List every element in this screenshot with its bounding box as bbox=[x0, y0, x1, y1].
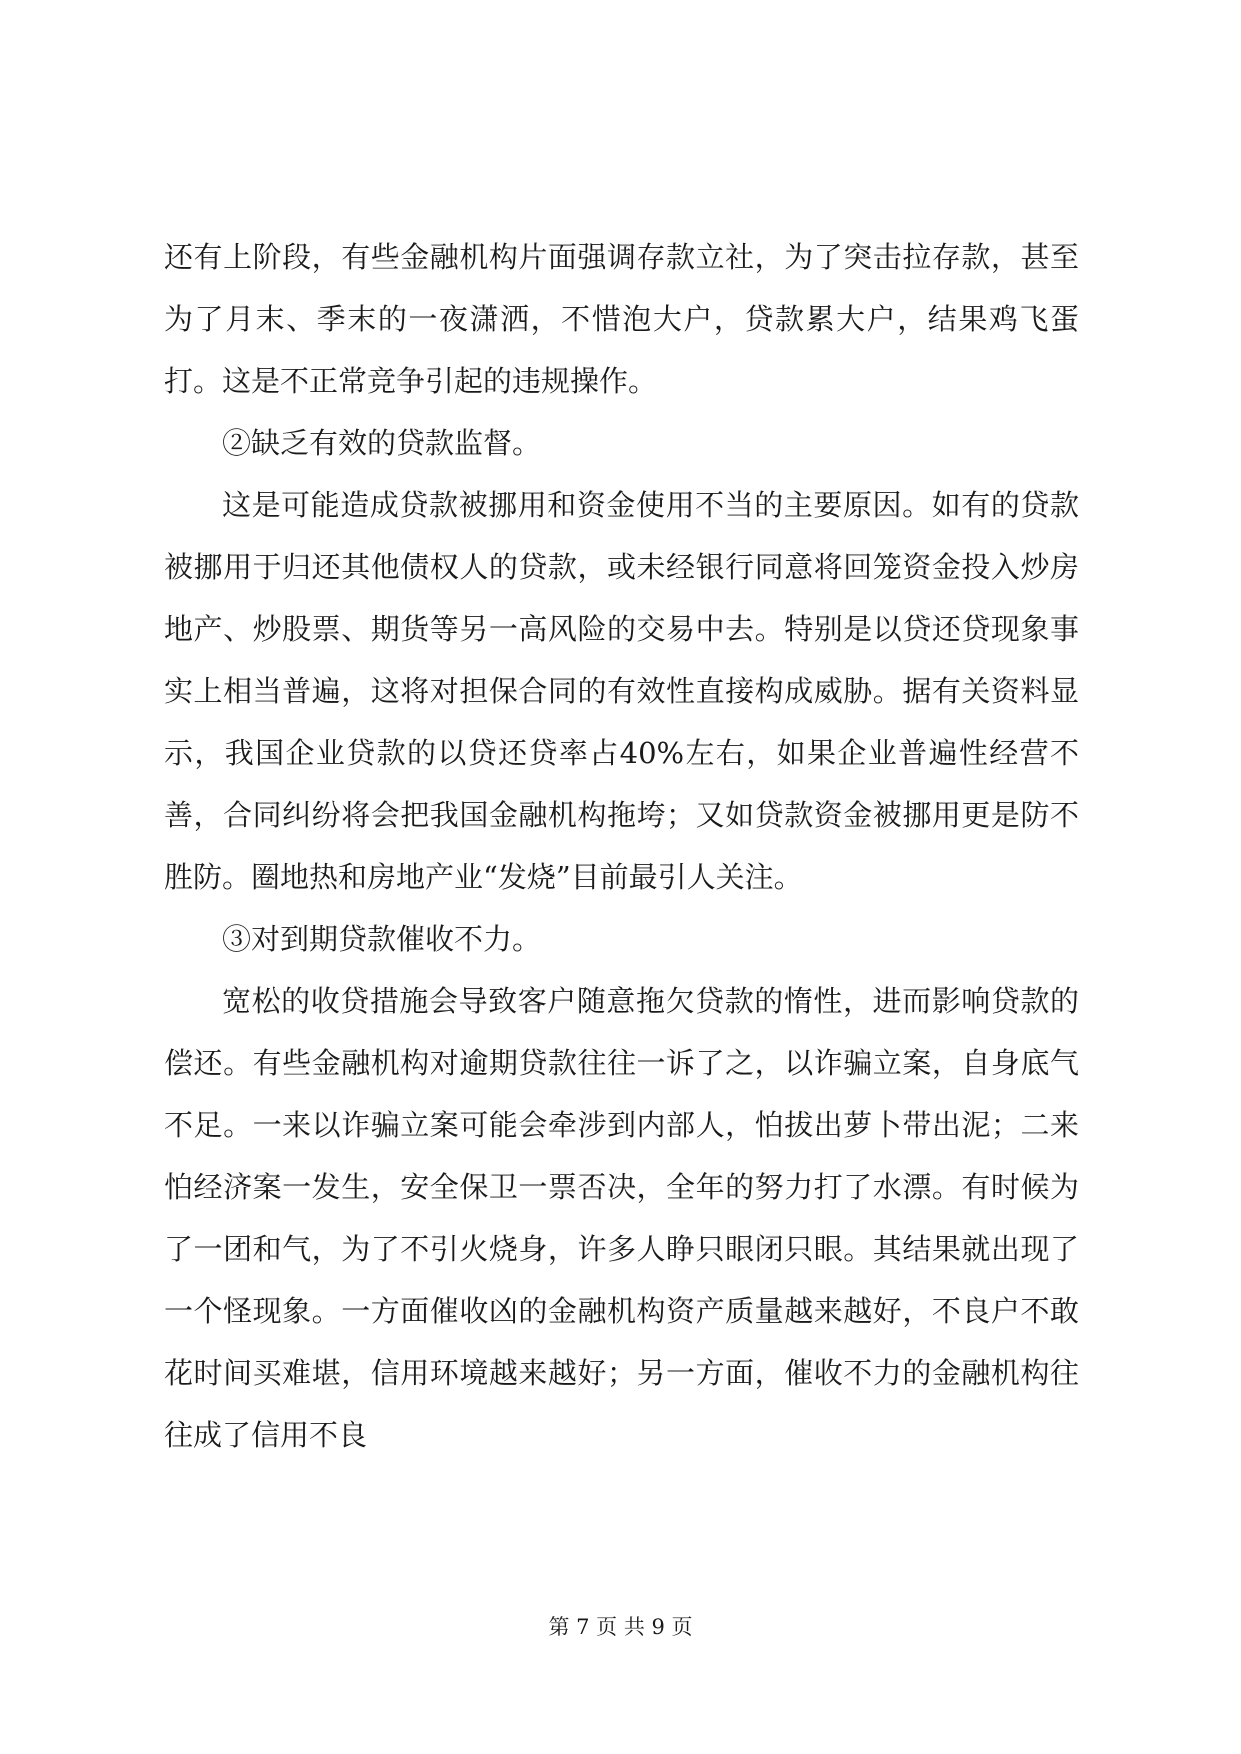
paragraph-collection-measures: 宽松的收贷措施会导致客户随意拖欠贷款的惰性，进而影响贷款的偿还。有些金融机构对逾期贷款往往一诉了之，以诈骗立案，自身底气不足。一来以诈骗立案可能会牵涉到内部人，怕拔出萝卜带出泥；二来怕经济案一发生，安全保卫一票否决，全年的努力打了水漂。有时候为了一团和气，为了不引火烧身，许多人睁只眼闭只眼。其结果就出现了一个怪现象。一方面催收凶的金融机构资产质量越来越好，不良户不敢花时间买难堪，信用环境越来越好；另一方面，催收不力的金融机构往往成了信用不良 bbox=[164, 984, 1079, 1452]
heading-weak-collection: ③对到期贷款催收不力。 bbox=[222, 922, 542, 956]
page-footer: 第 7 页 共 9 页 bbox=[548, 1615, 693, 1639]
heading-lack-of-supervision: ②缺乏有效的贷款监督。 bbox=[222, 426, 542, 460]
document-body bbox=[164, 226, 1079, 1466]
paragraph-continuation: 还有上阶段，有些金融机构片面强调存款立社，为了突击拉存款，甚至为了月末、季末的一夜潇洒，不惜泡大户，贷款累大户，结果鸡飞蛋打。这是不正常竞争引起的违规操作。 bbox=[164, 240, 1079, 398]
paragraph-misuse-of-loans: 这是可能造成贷款被挪用和资金使用不当的主要原因。如有的贷款被挪用于归还其他债权人的贷款，或未经银行同意将回笼资金投入炒房地产、炒股票、期货等另一高风险的交易中去。特别是以贷还贷现象事实上相当普遍，这将对担保合同的有效性直接构成威胁。据有关资料显示，我国企业贷款的以贷还贷率占40%左右，如果企业普遍性经营不善，合同纠纷将会把我国金融机构拖垮；又如贷款资金被挪用更是防不胜防。圈地热和房地产业“发烧”目前最引人关注。 bbox=[164, 488, 1079, 894]
